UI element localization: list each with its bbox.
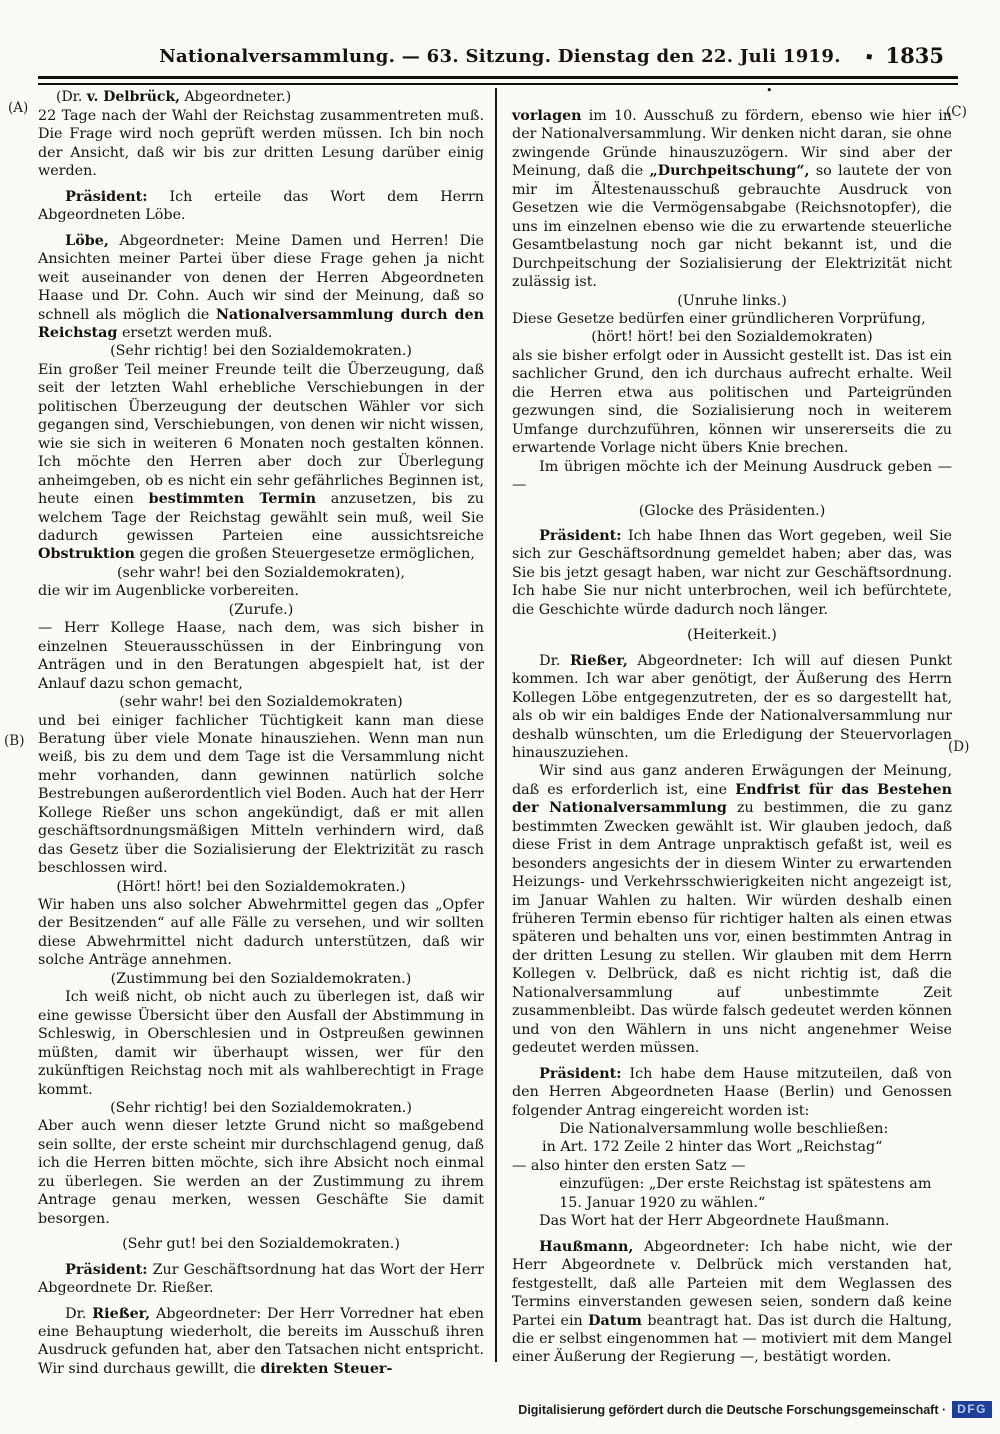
speech-riesser: Dr. Rießer, Abgeordneter: Der Herr Vorredner hat eben eine Behauptung wiederholt, die bereits im Ausschuß ihren Ausdruck gefunden hat, aber den Tatsachen nicht entspricht. Wir sind durchaus gewillt, die direkten Steuer- — [38, 1305, 484, 1377]
speech-riesser: Dr. Rießer, Abgeordneter: Ich will auf diesen Punkt kommen. Ich war aber genötigt, der Äußerung des Herrn Kollegen Löbe entgegenzutreten, der es so dargestellt hat, als ob wir ein baldiges Ende der Nationalversammlung nur deshalb wünschten, um die Erledigung der Steuervorlagen hinauszuziehen. — [512, 652, 952, 761]
ink-speck: ◆ — [863, 50, 876, 64]
motion-line: — also hinter den ersten Satz — — [512, 1157, 746, 1174]
paragraph: Ich weiß nicht, ob nicht auch zu überlegen ist, daß wir eine gewisse Übersicht über den Ausfall der Abstimmung in Schleswig, in Oberschlesien und in Ostpreußen gewinnen müßten, damit wir überhaupt wissen, wer für den zukünftigen Reichstag noch mit als wahlberechtigt in Frage kommt. — [38, 989, 484, 1098]
running-head — [56, 89, 291, 105]
paragraph: Das Wort hat der Herr Abgeordnete Haußmann. — [539, 1213, 890, 1230]
dfg-logo: DFG — [952, 1401, 992, 1418]
stage-direction: (Glocke des Präsidenten.) — [638, 502, 826, 519]
paragraph: Im übrigen möchte ich der Meinung Ausdruck geben — — — [512, 458, 952, 494]
stage-direction: (sehr wahr! bei den Sozialdemokraten), — [116, 564, 406, 581]
running-head-speaker: v. Delbrück, — [86, 89, 181, 105]
stage-direction: (Unruhe links.) — [677, 292, 787, 309]
paragraph: Diese Gesetze bedürfen einer gründlicheren Vorprüfung, — [512, 310, 926, 327]
footer-credit: Digitalisierung gefördert durch die Deutsche Forschungsgemeinschaft · — [518, 1402, 947, 1417]
margin-letter-c: (C) — [946, 104, 967, 120]
motion-line: Die Nationalversammlung wolle beschließen: — [559, 1121, 889, 1138]
column-divider — [495, 88, 497, 1362]
page-number: 1835 — [885, 43, 944, 68]
right-column — [512, 107, 952, 1367]
motion-line: in Art. 172 Zeile 2 hinter das Wort „Reichstag“ — [542, 1139, 883, 1156]
page-title: Nationalversammlung. — 63. Sitzung. Dienstag den 22. Juli 1919. — [159, 46, 841, 67]
stage-direction: (Sehr gut! bei den Sozialdemokraten.) — [122, 1236, 400, 1253]
running-head-close: Abgeordneter.) — [180, 89, 292, 105]
speech-praesident: Präsident: Ich habe Ihnen das Wort gegeben, weil Sie sich zur Geschäftsordnung gemeldet haben; aber das, was Sie bis jetzt gesagt haben, war nicht zur Geschäftsordnung. Ich habe Sie nur nicht unterbrochen, weil ich befürchtete, die Geschichte würde dadurch noch länger. — [512, 527, 952, 618]
left-column — [38, 107, 484, 1378]
speech-praesident: Präsident: Zur Geschäftsordnung hat das Wort der Herr Abgeordnete Dr. Rießer. — [38, 1261, 484, 1297]
paragraph: Ein großer Teil meiner Freunde teilt die Überzeugung, daß seit der letzten Wahl erhebliche Verschiebungen in der politischen Überzeugung der deutschen Wähler vor sich gegangen sind, Verschiebungen, von denen wir nicht wissen, wie sie sich in weiteren 6 Monaten noch gestalten können. Ich möchte den Herren aber doch zur Überlegung anheimgeben, ob es nicht ein sehr gefährliches Beginnen ist, heute einen bestimmten Termin anzusetzen, bis zu welchem Tage der Reichstag gewählt sein muß, weil Sie dadurch gewissen Parteien eine aussichtsreiche Obstruktion gegen die großen Steuergesetze ermöglichen, — [38, 361, 484, 563]
stage-direction: (Heiterkeit.) — [687, 627, 777, 644]
paragraph: als sie bisher erfolgt oder in Aussicht gestellt ist. Das ist ein sachlicher Grund, den ich durchaus aufrecht erhalte. Weil die Herren etwa aus politischen und Parteigründen gezwungen sind, die Sozialisierung noch in weiterem Umfange durchzuführen, können wir unsererseits die zu erwartende Vorlage nicht übers Knie brechen. — [512, 347, 952, 457]
stage-direction: (Zustimmung bei den Sozialdemokraten.) — [110, 970, 412, 987]
paragraph: und bei einiger fachlicher Tüchtigkeit kann man diese Beratung über viele Monate hinausziehen. Wenn man nun weiß, bis zu dem und dem Tage ist die Versammlung nicht mehr vorhanden, dann gewinnen natürlich solche Bestrebungen außerordentlich viel Boden. Auch hat der Herr Kollege Rießer uns schon angekündigt, daß er mit allen geschäftsordnungsmäßigen Mitteln verhindern wird, daß das Gesetz über die Sozialisierung der Elektrizität zu rasch beschlossen wird. — [38, 712, 484, 877]
header-rule — [38, 76, 958, 85]
speech-haussmann: Haußmann, Abgeordneter: Ich habe nicht, wie der Herr Abgeordnete v. Delbrück mich verstanden hat, festgestellt, daß alle Parteien mit dem Weglassen des Termins einverstanden gewesen seien, sondern daß keine Partei ein Datum beantragt hat. Das ist durch die Haltung, die er selbst eingenommen hat — motiviert mit dem Mangel einer Äußerung der Regierung —, bestätigt worden. — [512, 1238, 953, 1366]
motion-line: einzufügen: „Der erste Reichstag ist spätestens am 15. Januar 1920 zu wählen.“ — [559, 1176, 932, 1211]
paragraph: Wir haben uns also solcher Abwehrmittel gegen das „Opfer der Besitzenden“ auf alle Fälle zu versehen, und wir sollten diese Abwehrmittel nicht dadurch unterstützen, daß wir solche Anträge annehmen. — [38, 897, 484, 969]
paragraph: 22 Tage nach der Wahl der Reichstag zusammentreten muß. Die Frage wird noch geprüft werden müssen. Ich bin noch der Ansicht, daß wir bis zur dritten Lesung darüber einig werden. — [38, 108, 484, 180]
stage-direction: (Sehr richtig! bei den Sozialdemokraten.) — [110, 343, 412, 360]
margin-letter-b: (B) — [4, 733, 25, 749]
speech-praesident: Präsident: Ich habe dem Hause mitzuteilen, daß von den Herren Abgeordneten Haase (Berlin) und Genossen folgender Antrag eingereicht worden ist: — [512, 1065, 952, 1119]
stage-direction: (Zurufe.) — [228, 601, 294, 618]
stage-direction: (hört! hört! bei den Sozialdemokraten) — [591, 329, 873, 346]
paragraph: vorlagen im 10. Ausschuß zu fördern, ebenso wie hier in der Nationalversammlung. Wir denken nicht daran, sie ohne zwingende Gründe hinauszuzögern. Wir sind aber der Meinung, daß die „Durchpeitschung“, so lautete der von mir im Ältestenausschuß gebrauchte Ausdruck von Gesetzen wie die Vermögensabgabe (Reichsnotopfer), die uns im einzelnen ebenso wie die zu erwartende steuerliche Gesamtbelastung noch gar nicht bekannt ist, und die Durchpeitschung der Sozialisierung der Elektrizität nicht zulässig ist. — [512, 108, 952, 291]
speech-praesident: Präsident: Ich erteile das Wort dem Herrn Abgeordneten Löbe. — [38, 188, 484, 224]
digitization-footer — [518, 1401, 992, 1418]
paragraph: die wir im Augenblicke vorbereiten. — [38, 583, 299, 600]
ink-dot: • — [766, 84, 773, 97]
speech-loebe: Löbe, Abgeordneter: Meine Damen und Herren! Die Ansichten meiner Partei über diese Frage gehen ja nicht weit auseinander von denen der Herren Abgeordneten Haase und Dr. Cohn. Auch wir sind der Meinung, daß so schnell als möglich die Nationalversammlung durch den Reichstag ersetzt werden muß. — [38, 232, 484, 341]
margin-letter-d: (D) — [948, 739, 970, 755]
paragraph: Wir sind aus ganz anderen Erwägungen der Meinung, daß es erforderlich ist, eine Endfrist für das Bestehen der Nationalversammlung zu bestimmen, die zu ganz bestimmten Zwecken gewählt ist. Wir glauben jedoch, daß diese Frist in dem Antrage unpraktisch gefaßt ist, weil es besonders angesichts der in diesem Winter zu erwartenden Heizungs- und Verkehrsschwierigkeiten nicht angezeigt ist, im Januar Wahlen zu halten. Wir würden deshalb einen früheren Termin ebenso für richtiger halten als einen etwas späteren und behalten uns vor, einen bestimmten Antrag in der dritten Lesung zu stellen. Wir glauben mit dem Herrn Kollegen v. Delbrück, daß es nicht richtig ist, daß die Nationalversammlung auf unbestimmte Zeit zusammenbleibt. Das würde falsch gedeutet werden können und von den Wählern in uns nicht angenehmer Weise gedeutet werden müssen. — [512, 763, 952, 1057]
paragraph: — Herr Kollege Haase, nach dem, was sich bisher in einzelnen Steuerausschüssen in der Einbringung von Anträgen und in den Beratungen abgespielt hat, ist der Anlauf dazu schon gemacht, — [38, 620, 484, 692]
margin-letter-a: (A) — [8, 100, 29, 116]
running-head-open: (Dr. — [56, 89, 87, 105]
paragraph: Aber auch wenn dieser letzte Grund nicht so maßgebend sein sollte, der erste scheint mir durchschlagend genug, daß ich die Herren bitten möchte, sich ihre Absicht noch einmal zu überlegen. Sie werden an der Zustimmung zu ihrem Antrage genau merken, wessen Geschäfte Sie damit besorgen. — [38, 1118, 484, 1227]
stage-direction: (Sehr richtig! bei den Sozialdemokraten.) — [110, 1100, 412, 1117]
stage-direction: (Hört! hört! bei den Sozialdemokraten.) — [116, 878, 406, 895]
stage-direction: (sehr wahr! bei den Sozialdemokraten) — [119, 694, 403, 711]
